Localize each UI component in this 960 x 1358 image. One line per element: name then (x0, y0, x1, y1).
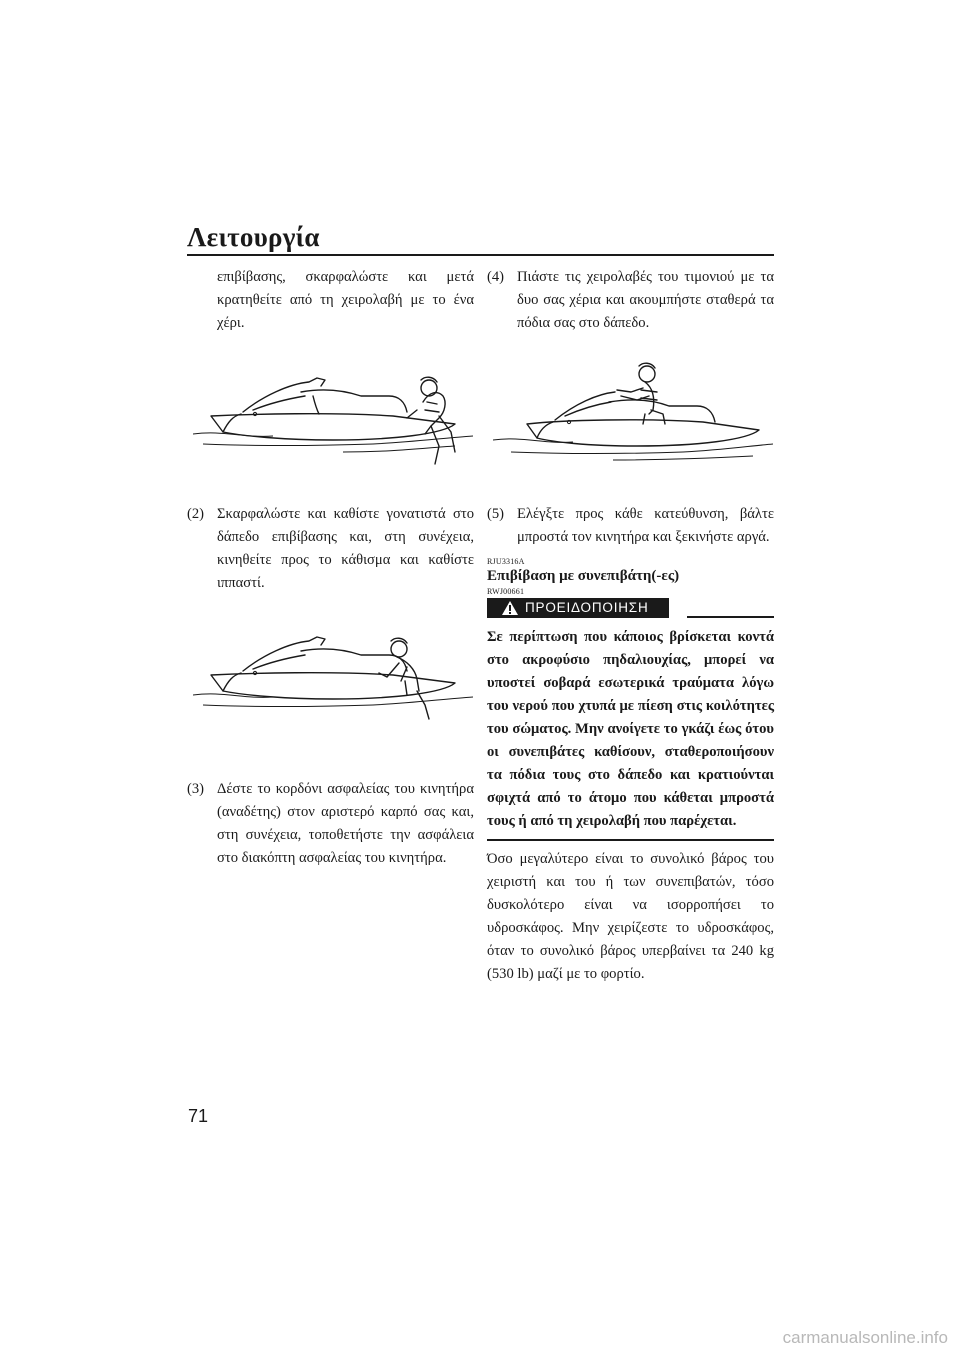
warning-rule (687, 616, 774, 618)
step-text: Ελέγξτε προς κάθε κατεύθυνση, βάλτε μπροστά τον κινητήρα και ξεκινήστε αργά. (517, 506, 774, 545)
right-column-step4 (487, 266, 774, 335)
step-number: (5) (487, 506, 505, 522)
step-text: Δέστε το κορδόνι ασφαλείας του κινητήρα (αναδέτης) στον αριστερό καρπό σας και, στη συνέχεια, τοποθετήστε την ασφάλεια στο διακόπτη ασφαλείας του κινητήρα. (217, 781, 474, 866)
watermark: carmanualsonline.info (782, 1328, 948, 1347)
warning-label: ΠΡΟΕΙΔΟΠΟΙΗΣΗ (525, 600, 649, 615)
left-column-intro (187, 266, 474, 335)
warning-text: Σε περίπτωση που κάποιος βρίσκεται κοντά στο ακροφύσιο πηδαλιουχίας, μπορεί να υποστεί σοβαρά εσωτερικά τραύματα λόγω του νερού που χτυπά με πίεση στις κοιλότητες του σώματος. Μην ανοίγετε το γκάζι έως ότου οι συνεπιβάτες καθίσουν, σταθεροποιήσουν τα πόδια τους στο δάπεδο και κρατιούνται σφιχτά από το άτομο που κάθεται μπροστά τους ή από τη χειρολαβή που παρέχεται. (487, 629, 774, 829)
step-2 (187, 503, 474, 595)
warning-header (487, 598, 774, 620)
step-number: (3) (187, 781, 205, 797)
warning-label-box (487, 598, 669, 618)
illustration-kneeling-on-deck (193, 635, 473, 735)
step-1-continuation: επιβίβασης, σκαρφαλώστε και μετά κρατηθείτε από τη χειρολαβή με το ένα χέρι. (217, 269, 474, 331)
warning-triangle-icon (501, 600, 519, 616)
left-column-steps (187, 503, 474, 595)
page-title: Λειτουργία (187, 222, 320, 252)
header-rule (187, 254, 774, 256)
passenger-weight-text: Όσο μεγαλύτερο είναι το συνολικό βάρος του χειριστή και του ή των συνεπιβατών, τόσο δυσκολότερο είναι να ισορροπήσει το υδροσκάφος. Μην χειρίζεστε το υδροσκάφος, όταν το συνολικό βάρος υπερβαίνει τα 240 kg (530 lb) μαζί με το φορτίο. (487, 851, 774, 982)
page-number: 71 (188, 1106, 209, 1126)
step-text: Σκαρφαλώστε και καθίστε γονατιστά στο δάπεδο επιβίβασης και, στη συνέχεια, κινηθείτε προς το κάθισμα και καθίστε ιππαστί. (217, 506, 474, 591)
left-column-step3 (187, 778, 474, 870)
right-column-lower (487, 503, 774, 986)
warning-bottom-rule (487, 839, 774, 841)
step-5 (487, 503, 774, 549)
section-heading: Επιβίβαση με συνεπιβάτη(-ες) (487, 568, 680, 584)
section-code: RJU3316A (487, 557, 525, 566)
step-number: (2) (187, 506, 205, 522)
step-4 (487, 266, 774, 335)
illustration-boarding-from-rear (193, 372, 473, 472)
warning-code: RWJ00661 (487, 587, 525, 596)
step-number: (4) (487, 269, 505, 285)
step-3 (187, 778, 474, 870)
step-text: Πιάστε τις χειρολαβές του τιμονιού με τα δυο σας χέρια και ακουμπήστε σταθερά τα πόδια σας στο δάπεδο. (517, 269, 774, 331)
illustration-seated-rider (493, 362, 773, 472)
